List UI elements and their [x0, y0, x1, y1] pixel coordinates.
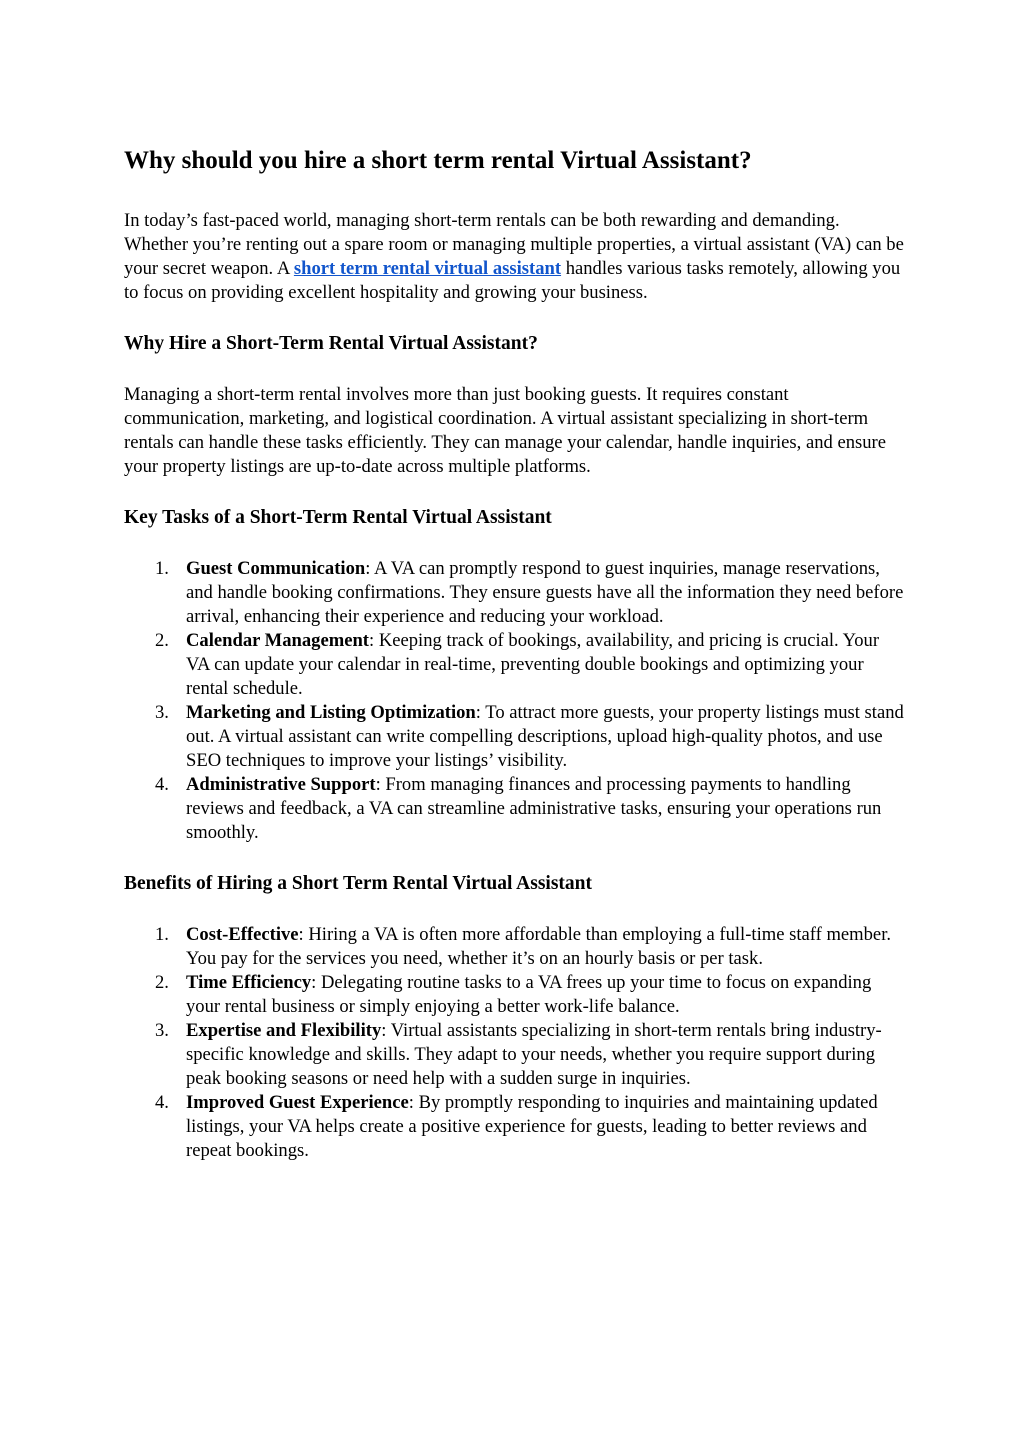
list-item-term: Cost-Effective — [186, 924, 299, 945]
list-item — [124, 557, 904, 629]
intro-paragraph — [124, 209, 904, 305]
list-item — [124, 701, 904, 773]
list-number: 1. — [155, 924, 169, 945]
list-item-term: Guest Communication — [186, 558, 366, 579]
list-item — [124, 923, 904, 971]
document-page — [124, 145, 904, 1189]
list-item-term: Marketing and Listing Optimization — [186, 702, 476, 723]
list-item-text: : Virtual assistants specializing in short-term rentals bring industry-specific knowledge and skills. They adapt to your needs, whether you require support during peak booking seasons or need help with a sudden surge in inquiries. — [186, 1020, 882, 1089]
list-item-text: : To attract more guests, your property listings must stand out. A virtual assistant can write compelling descriptions, upload high-quality photos, and use SEO techniques to improve your listings’ visibility. — [186, 702, 904, 771]
list-number: 4. — [155, 774, 169, 795]
why-hire-heading: Why Hire a Short-Term Rental Virtual Assistant? — [124, 333, 538, 354]
rental-va-link[interactable]: short term rental virtual assistant — [293, 258, 562, 279]
list-item-text: : Delegating routine tasks to a VA frees up your time to focus on expanding your rental business or simply enjoying a better work-life balance. — [186, 972, 872, 1017]
list-item — [124, 1091, 904, 1163]
list-item-text: : Hiring a VA is often more affordable than employing a full-time staff member. You pay for the services you need, whether it’s on an hourly basis or per task. — [186, 924, 892, 969]
list-item — [124, 971, 904, 1019]
list-item-term: Administrative Support — [186, 774, 376, 795]
why-hire-paragraph: Managing a short-term rental involves more than just booking guests. It requires constant communication, marketing, and logistical coordination. A virtual assistant specializing in short-term rentals can handle these tasks efficiently. They can manage your calendar, handle inquiries, and ensure your property listings are up-to-date across multiple platforms. — [124, 384, 886, 477]
list-item — [124, 1019, 904, 1091]
list-item-text: : A VA can promptly respond to guest inquiries, manage reservations, and handle booking confirmations. They ensure guests have all the information they need before arrival, enhancing their experience and reducing your workload. — [186, 558, 904, 627]
key-tasks-heading: Key Tasks of a Short-Term Rental Virtual Assistant — [124, 507, 552, 528]
list-item-term: Expertise and Flexibility — [186, 1020, 382, 1041]
list-number: 3. — [155, 702, 169, 723]
list-item-text: : By promptly responding to inquiries and maintaining updated listings, your VA helps create a positive experience for guests, leading to better reviews and repeat bookings. — [186, 1092, 878, 1161]
benefits-list — [124, 923, 904, 1163]
list-item-term: Calendar Management — [186, 630, 369, 651]
list-number: 3. — [155, 1020, 169, 1041]
list-item-text: : From managing finances and processing payments to handling reviews and feedback, a VA can streamline administrative tasks, ensuring your operations run smoothly. — [186, 774, 882, 843]
intro-text-before-link: In today’s fast-paced world, managing short-term rentals can be both rewarding and demanding. Whether you’re renting out a spare room or managing multiple properties, a virtual assistant (VA) can be your secret weapon. A — [124, 210, 904, 279]
list-item — [124, 773, 904, 845]
intro-text-after-link: handles various tasks remotely, allowing you to focus on providing excellent hospitality and growing your business. — [124, 258, 901, 303]
list-number: 4. — [155, 1092, 169, 1113]
list-number: 1. — [155, 558, 169, 579]
list-number: 2. — [155, 972, 169, 993]
list-item-text: : Keeping track of bookings, availability, and pricing is crucial. Your VA can update your calendar in real-time, preventing double bookings and optimizing your rental schedule. — [186, 630, 880, 699]
benefits-heading: Benefits of Hiring a Short Term Rental Virtual Assistant — [124, 873, 593, 894]
key-tasks-list — [124, 557, 904, 845]
page-title: Why should you hire a short term rental Virtual Assistant? — [124, 147, 752, 174]
list-number: 2. — [155, 630, 169, 651]
list-item — [124, 629, 904, 701]
list-item-term: Time Efficiency — [186, 972, 312, 993]
list-item-term: Improved Guest Experience — [186, 1092, 409, 1113]
